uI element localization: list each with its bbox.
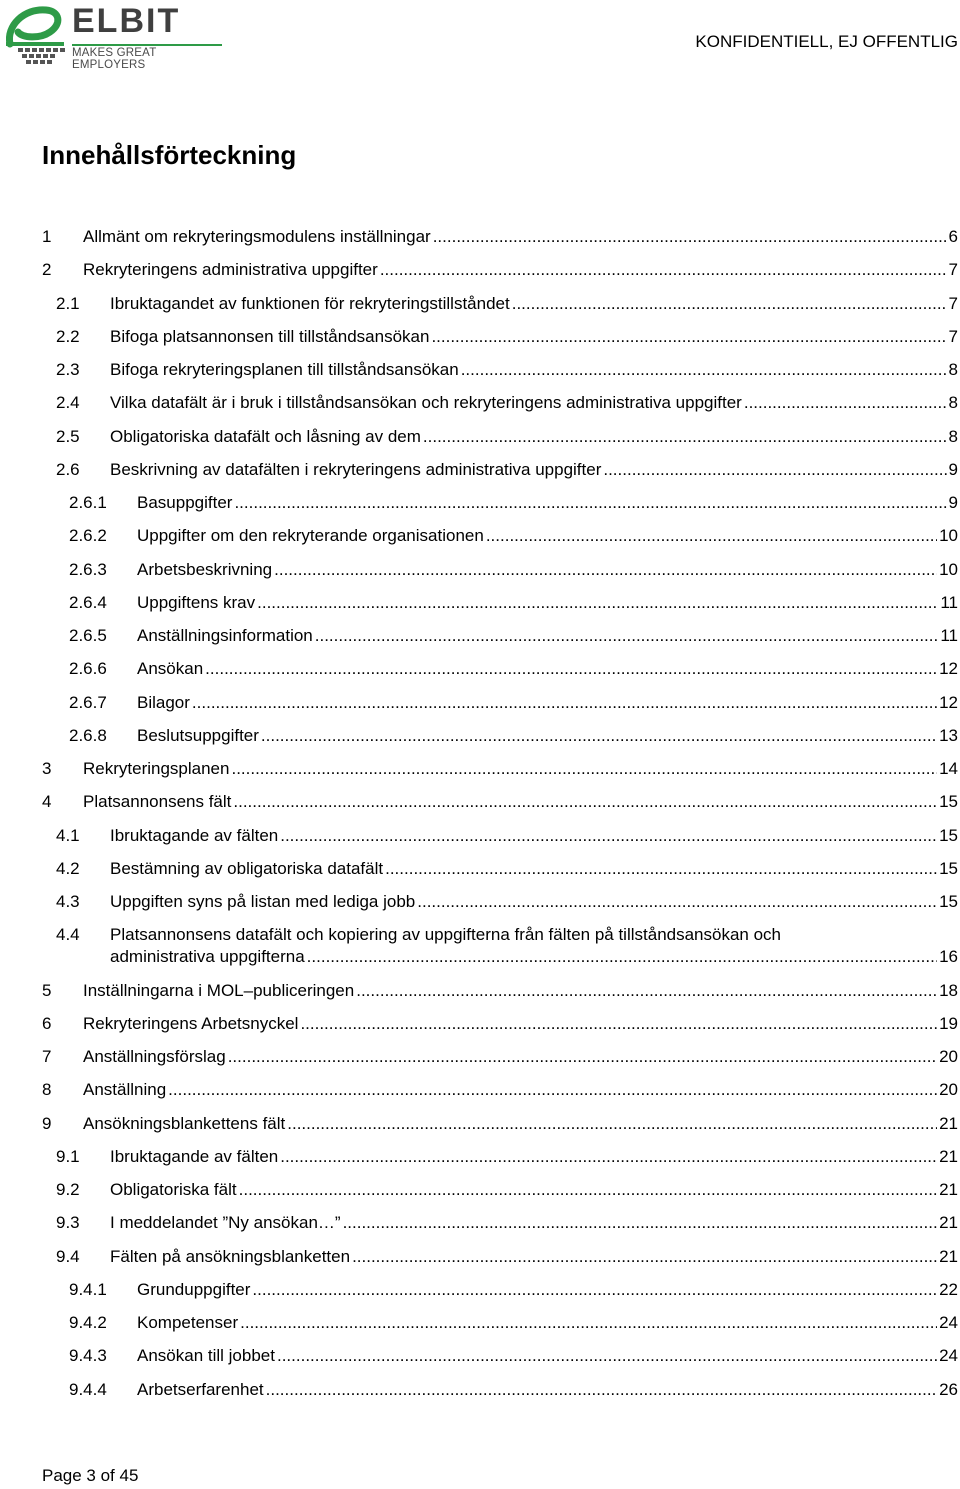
toc-entry-title: Obligatoriska datafält och låsning av dem <box>110 426 421 446</box>
toc-entry-title: Rekryteringens administrativa uppgifter <box>83 260 378 280</box>
toc-entry-number: 2.6 <box>56 459 80 479</box>
toc-entry-page: 10 <box>939 559 958 579</box>
confidential-label: KONFIDENTIELL, EJ OFFENTLIG <box>695 32 958 51</box>
toc-leader-dots <box>240 1312 937 1334</box>
toc-entry-title: Ibruktagande av fälten <box>110 825 279 845</box>
toc-entry-number: 8 <box>42 1080 52 1100</box>
elbit-logo <box>4 2 220 71</box>
toc-leader-dots <box>300 1013 937 1035</box>
toc-leader-dots <box>417 891 937 913</box>
toc-entry-number: 2.6.7 <box>69 692 107 712</box>
toc-entry-title: Rekryteringsplanen <box>83 759 230 778</box>
toc-entry-page: 21 <box>939 1180 958 1199</box>
toc-leader-dots <box>168 1079 937 1101</box>
toc-entry-number: 5 <box>42 980 52 1000</box>
toc-entry-title: Platsannonsens fält <box>83 792 232 812</box>
toc-leader-dots <box>274 559 937 581</box>
toc-leader-dots <box>257 592 938 614</box>
toc-entry-page: 15 <box>939 825 958 845</box>
toc-entry-number: 2.6.5 <box>69 626 107 645</box>
toc-leader-dots <box>461 359 947 381</box>
toc-entry-page: 13 <box>939 725 958 745</box>
toc-entry-title: Obligatoriska fält <box>110 1180 237 1199</box>
toc-entry-number: 2 <box>42 260 52 280</box>
toc-entry-number: 3 <box>42 759 52 778</box>
toc-entry-page: 8 <box>948 393 958 413</box>
toc-entry-number: 4.3 <box>56 892 80 911</box>
toc-entry-title: Arbetserfarenhet <box>137 1379 264 1399</box>
toc-entry-page: 7 <box>948 326 958 346</box>
toc-leader-dots <box>744 392 947 414</box>
toc-entry-title: Ansökan till jobbet <box>137 1346 275 1366</box>
toc-entry-page: 21 <box>939 1113 958 1133</box>
toc-entry-title: Vilka datafält är i bruk i tillståndsansökan och rekryteringens administrativa uppgifter <box>110 393 742 413</box>
toc-entry-page: 21 <box>939 1146 958 1166</box>
toc-leader-dots <box>380 259 947 281</box>
toc-leader-dots <box>280 1146 937 1168</box>
toc-entry-title: Ibruktagande av fälten <box>110 1146 279 1166</box>
page-header <box>0 0 960 70</box>
toc-entry-page: 8 <box>948 426 958 446</box>
toc-title: Innehållsförteckning <box>42 140 297 170</box>
toc-entry-page: 26 <box>939 1379 958 1399</box>
toc-leader-dots <box>431 326 946 348</box>
toc-leader-dots <box>252 1279 937 1301</box>
toc-leader-dots <box>287 1113 937 1135</box>
toc-entry-number: 4 <box>42 792 52 812</box>
toc-leader-dots <box>234 492 946 514</box>
toc-entry-title: Anställning <box>83 1080 167 1100</box>
toc-entry-title: Uppgiftens krav <box>137 592 256 612</box>
toc-entry-title: Uppgifter om den rekryterande organisationen <box>137 526 484 546</box>
logo-tagline: MAKES GREAT EMPLOYERS <box>72 47 157 71</box>
toc-entry-title: Arbetsbeskrivning <box>137 559 273 579</box>
toc-entry-page: 22 <box>939 1279 958 1299</box>
toc-entry-number: 9.4.2 <box>69 1313 107 1332</box>
toc-entry-title: Uppgiften syns på listan med lediga jobb <box>110 892 416 911</box>
toc-entry-page: 11 <box>940 592 958 612</box>
toc-entry-page: 21 <box>939 1213 958 1233</box>
toc-entry-page: 15 <box>939 792 958 812</box>
toc-leader-dots <box>433 226 947 248</box>
toc-entry-number: 2.4 <box>56 393 80 413</box>
page-number: Page 3 of 45 <box>42 1466 139 1485</box>
toc-entry-title: Bifoga platsannonsen till tillståndsansökan <box>110 326 430 346</box>
toc-entry-title: Bifoga rekryteringsplanen till tillståndsansökan <box>110 360 459 379</box>
toc-entry-page: 20 <box>939 1047 958 1066</box>
toc-entry-title: Anställningsförslag <box>83 1047 226 1066</box>
toc-entry-number: 2.6.3 <box>69 559 107 579</box>
toc-leader-dots <box>356 980 937 1002</box>
toc-entry-title: Anställningsinformation <box>137 626 313 645</box>
toc-entry-title: Bilagor <box>137 692 190 712</box>
toc-entry-title-continued: administrativa uppgifterna <box>110 947 305 967</box>
toc-entry-number: 6 <box>42 1013 52 1033</box>
toc-leader-dots <box>231 758 937 780</box>
toc-leader-dots <box>261 725 937 747</box>
toc-entry-title: Fälten på ansökningsblanketten <box>110 1246 351 1266</box>
toc-leader-dots <box>228 1046 937 1068</box>
toc-entry-page: 11 <box>940 626 958 645</box>
toc-entry-page: 15 <box>939 858 958 878</box>
toc-entry-title: Beslutsuppgifter <box>137 725 259 745</box>
toc-entry-page: 21 <box>939 1246 958 1266</box>
toc-entry-title: Rekryteringens Arbetsnyckel <box>83 1013 299 1033</box>
toc-entry-number: 9.2 <box>56 1180 80 1199</box>
toc-entry-page: 6 <box>948 227 958 246</box>
toc-entry-title: Platsannonsens datafält och kopiering av uppgifterna från fälten på tillståndsansökan och <box>110 925 782 945</box>
toc-entry-page: 24 <box>939 1346 958 1366</box>
toc-entry-page: 24 <box>939 1313 958 1332</box>
toc-entry-number: 9.4.4 <box>69 1379 107 1399</box>
toc-entry-page: 7 <box>948 293 958 313</box>
toc-entry-title: Beskrivning av datafälten i rekryteringens administrativa uppgifter <box>110 459 602 479</box>
toc-entry-title: Bestämning av obligatoriska datafält <box>110 858 384 878</box>
toc-entry-title: Inställningarna i MOL–publiceringen <box>83 980 355 1000</box>
toc-leader-dots <box>205 658 937 680</box>
toc-leader-dots <box>343 1212 938 1234</box>
toc-entry-page: 10 <box>939 526 958 546</box>
toc-entry-page: 20 <box>939 1080 958 1100</box>
toc-entry-title: Ansökningsblankettens fält <box>83 1113 286 1133</box>
toc-leader-dots <box>603 459 946 481</box>
toc-leader-dots <box>486 525 937 547</box>
toc-leader-dots <box>385 858 937 880</box>
toc-entry-page: 14 <box>939 759 958 778</box>
toc-entry-number: 4.2 <box>56 858 80 878</box>
toc-leader-dots <box>239 1179 937 1201</box>
toc-entry-number: 4.1 <box>56 825 80 845</box>
toc-entry-page: 7 <box>948 260 958 280</box>
toc-entry-page: 8 <box>948 360 958 379</box>
toc-entry-page: 9 <box>948 493 958 512</box>
toc-entry-title: Grunduppgifter <box>137 1279 251 1299</box>
toc-entry-title: Ansökan <box>137 659 204 679</box>
toc-entry-page: 16 <box>939 947 958 967</box>
toc-entry-number: 2.6.4 <box>69 592 107 612</box>
toc-entry-number: 2.2 <box>56 326 80 346</box>
toc-entry-number: 2.6.2 <box>69 526 107 546</box>
toc-entry-number: 9.3 <box>56 1213 80 1233</box>
toc-leader-dots <box>280 825 937 847</box>
logo-mark-icon <box>4 4 74 66</box>
toc-entry-number: 9.4 <box>56 1246 80 1266</box>
toc-entry-number: 2.5 <box>56 426 80 446</box>
toc-entry-title: I meddelandet ”Ny ansökan…” <box>110 1213 341 1233</box>
toc-entry-number: 7 <box>42 1047 52 1066</box>
toc-entry-page: 19 <box>939 1013 958 1033</box>
toc-leader-dots <box>266 1379 937 1401</box>
toc-entry-page: 9 <box>948 459 958 479</box>
logo-wordmark: ELBIT <box>72 2 181 40</box>
toc-leader-dots <box>233 791 937 813</box>
toc-entry-page: 12 <box>939 692 958 712</box>
toc-entry-title: Allmänt om rekryteringsmodulens inställningar <box>83 227 431 246</box>
toc-entry-page: 18 <box>939 980 958 1000</box>
toc-leader-dots <box>352 1246 937 1268</box>
toc-entry-number: 2.6.6 <box>69 659 107 679</box>
toc-leader-dots <box>423 426 947 448</box>
toc-entry-number: 1 <box>42 227 52 246</box>
toc-entry-title: Kompetenser <box>137 1313 239 1332</box>
toc-entry-number: 2.6.8 <box>69 725 107 745</box>
toc-entry-title: Basuppgifter <box>137 493 233 512</box>
toc-entry-number: 9.1 <box>56 1146 80 1166</box>
toc-entry-page: 12 <box>939 659 958 679</box>
toc-leader-dots <box>277 1345 937 1367</box>
toc-entry-number: 2.6.1 <box>69 493 107 512</box>
toc-entry-title: Ibruktagandet av funktionen för rekryteringstillståndet <box>110 293 510 313</box>
toc-entry-number: 9.4.3 <box>69 1346 107 1366</box>
toc-leader-dots <box>192 692 937 714</box>
toc-entry-number: 2.1 <box>56 293 80 313</box>
toc-entry-number: 9 <box>42 1113 52 1133</box>
toc-entry-number: 4.4 <box>56 925 80 945</box>
toc-entry-page: 15 <box>939 892 958 911</box>
toc-leader-dots <box>315 625 939 647</box>
toc-leader-dots <box>512 293 947 315</box>
toc-entry-number: 2.3 <box>56 360 80 379</box>
logo-underline <box>72 44 222 46</box>
toc-entry-number: 9.4.1 <box>69 1279 107 1299</box>
toc-leader-dots <box>307 946 937 968</box>
